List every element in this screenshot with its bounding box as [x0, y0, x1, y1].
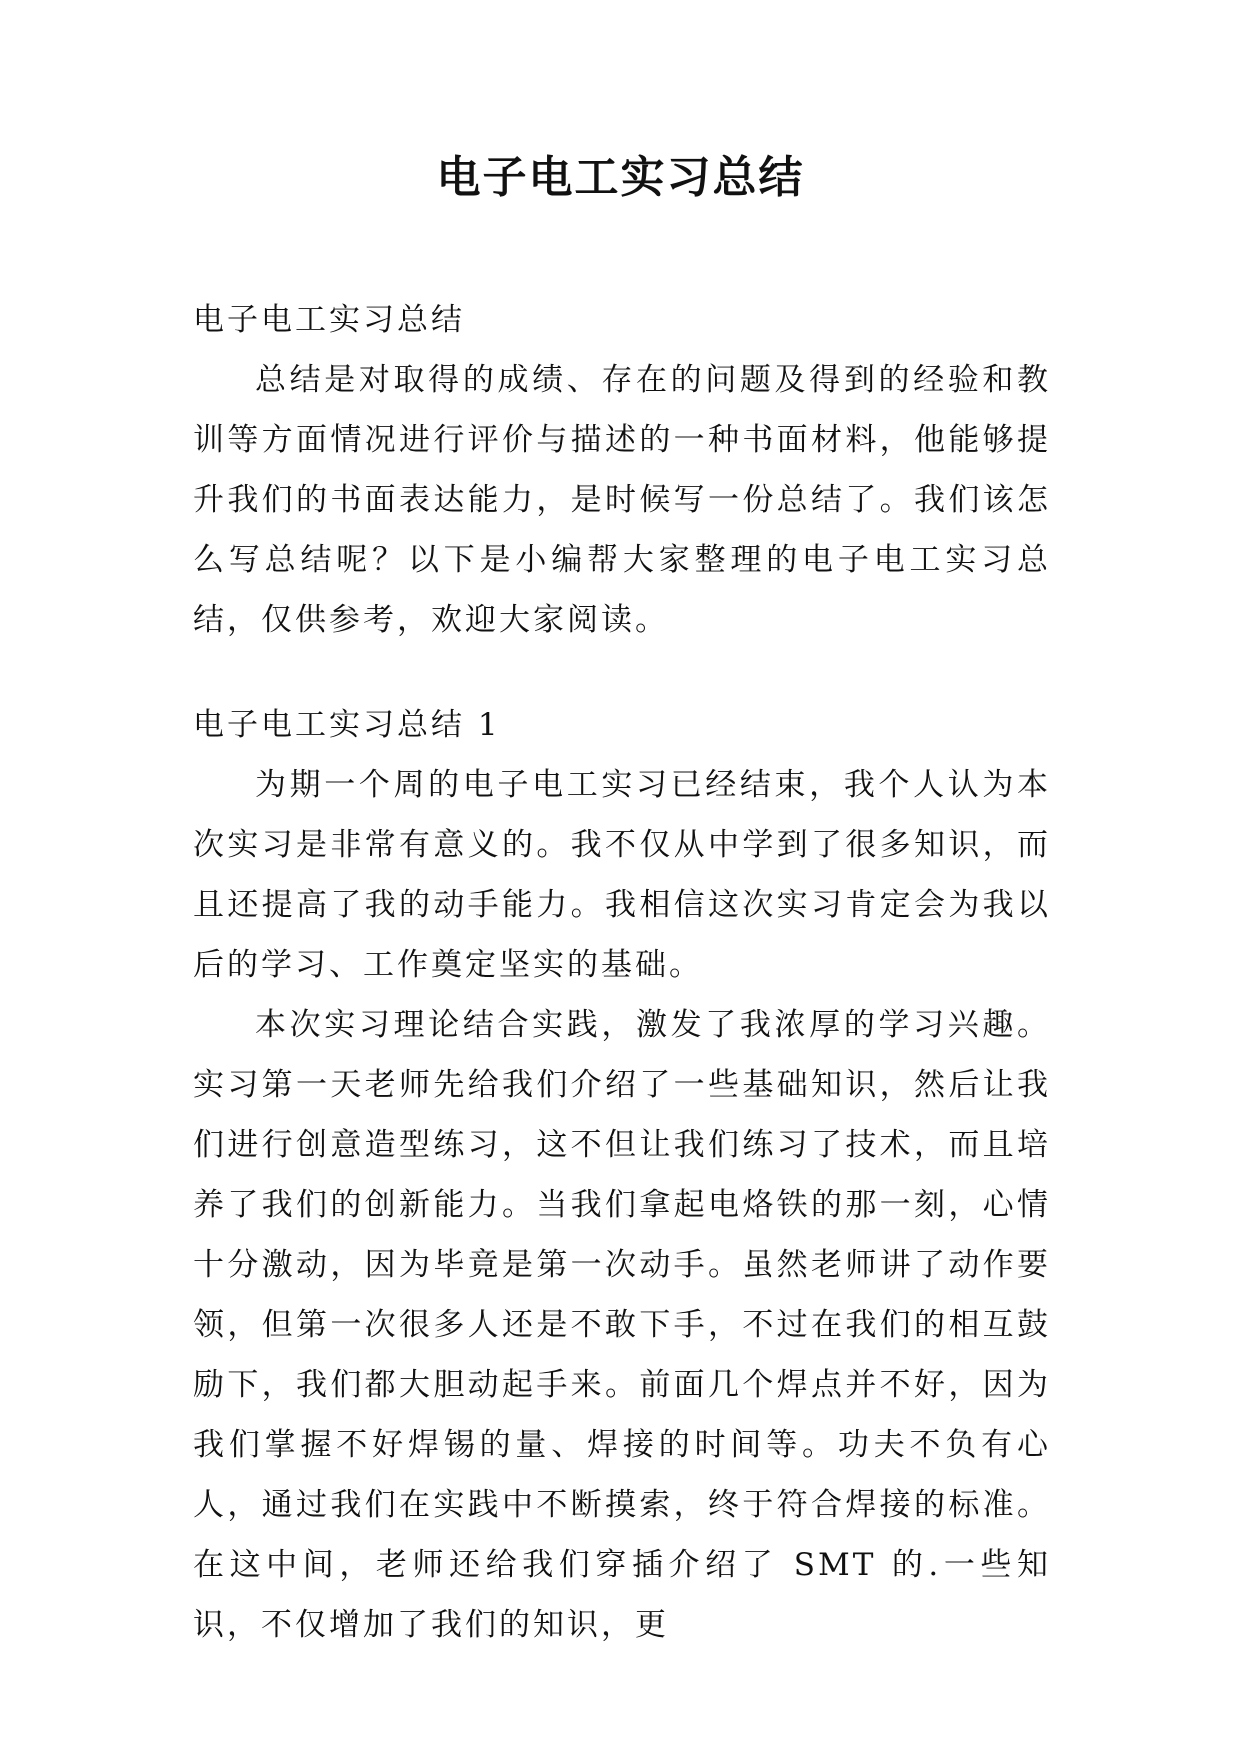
section-1-paragraph: 为期一个周的电子电工实习已经结束，我个人认为本次实习是非常有意义的。我不仅从中学到了很多知识，而且还提高了我的动手能力。我相信这次实习肯定会为我以后的学习、工作奠定坚实的基础。	[193, 767, 1051, 983]
section-1-paragraph: 本次实习理论结合实践，激发了我浓厚的学习兴趣。实习第一天老师先给我们介绍了一些基础知识，然后让我们进行创意造型练习，这不但让我们练习了技术，而且培养了我们的创新能力。当我们拿起电烙铁的那一刻，心情十分激动，因为毕竟是第一次动手。虽然老师讲了动作要领，但第一次很多人还是不敢下手，不过在我们的相互鼓励下，我们都大胆动起手来。前面几个焊点并不好，因为我们掌握不好焊锡的量、焊接的时间等。功夫不负有心人，通过我们在实践中不断摸索，终于符合焊接的标准。在这中间，老师还给我们穿插介绍了 SMT 的.一些知识，不仅增加了我们的知识，更	[193, 1007, 1051, 1643]
section-1	[193, 695, 1051, 1655]
intro-section	[193, 290, 1051, 650]
section-1-heading: 电子电工实习总结 1	[193, 707, 501, 743]
intro-paragraph: 总结是对取得的成绩、存在的问题及得到的经验和教训等方面情况进行评价与描述的一种书面材料，他能够提升我们的书面表达能力，是时候写一份总结了。我们该怎么写总结呢？以下是小编帮大家整理的电子电工实习总结，仅供参考，欢迎大家阅读。	[193, 362, 1051, 638]
document-title: 电子电工实习总结	[436, 152, 805, 203]
intro-heading: 电子电工实习总结	[193, 302, 465, 338]
